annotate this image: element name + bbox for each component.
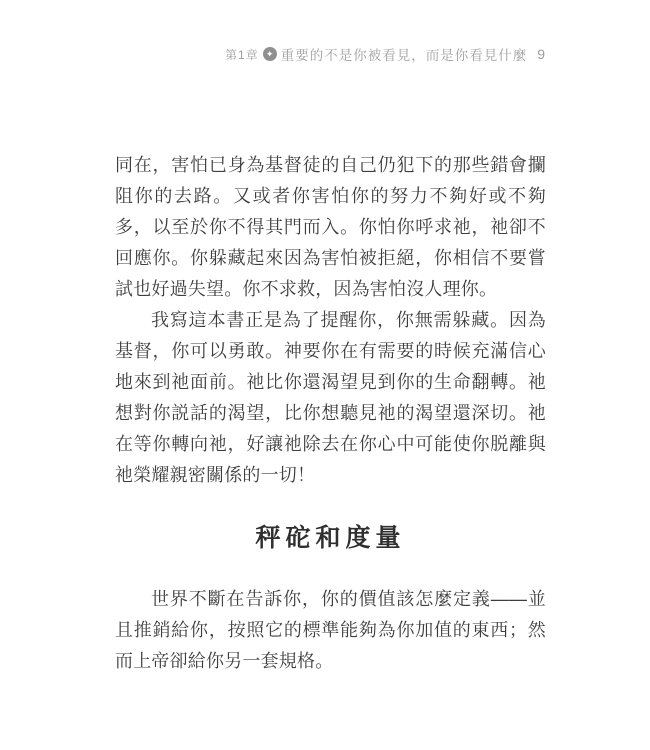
- flower-badge-icon: ✦: [263, 47, 277, 61]
- body-paragraph-1: 同在，害怕已身為基督徒的自己仍犯下的那些錯會攔阻你的去路。又或者你害怕你的努力不夠好或不夠多，以至於你不得其門而入。你怕你呼求祂，祂卻不回應你。你躲藏起來因為害怕被拒絕，你相信不要嘗試也好過失望。你不求救，因為害怕沒人理你。: [115, 155, 546, 299]
- page-body: [115, 150, 546, 677]
- body-paragraph-2: 我寫這本書正是為了提醒你，你無需躲藏。因為基督，你可以勇敢。神要你在有需要的時候充滿信心地來到祂面前。祂比你還渴望見到你的生命翻轉。祂想對你説話的渴望，比你想聽見祂的渴望還深切。祂在等你轉向祂，好讓祂除去在你心中可能使你脱離與祂榮耀親密關係的一切！: [115, 310, 546, 485]
- chapter-label: 第1章: [225, 47, 259, 62]
- section-heading: 秤砣和度量: [255, 525, 406, 552]
- page-number: 9: [537, 46, 545, 62]
- running-title: 重要的不是你被看見，而是你看見什麼: [280, 48, 528, 63]
- running-header: [0, 44, 545, 64]
- body-paragraph-3: 世界不斷在告訴你，你的價值該怎麼定義——並且推銷給你，按照它的標準能夠為你加值的東西；然而上帝卻給你另一套規格。: [115, 589, 546, 671]
